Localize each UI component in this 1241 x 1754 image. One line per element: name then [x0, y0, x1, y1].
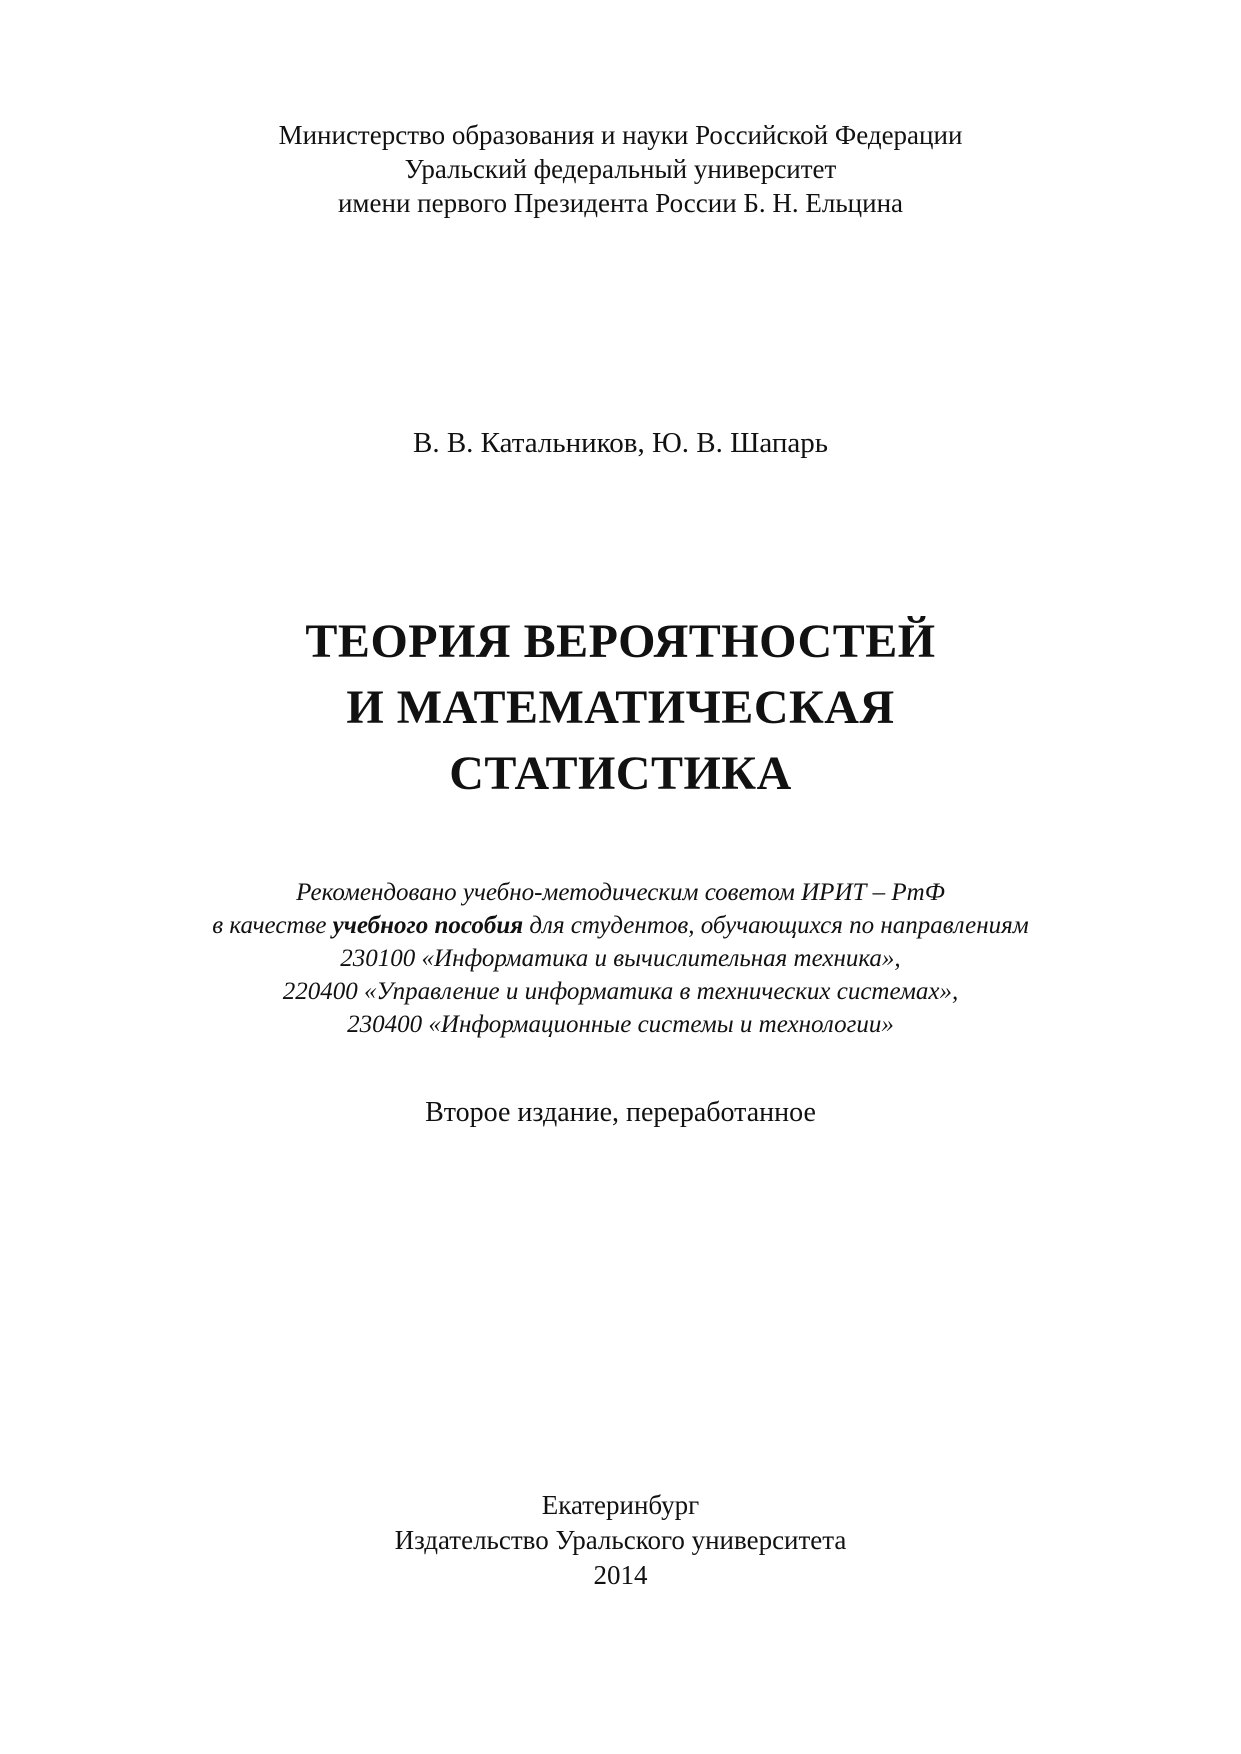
imprint-city: Екатеринбург	[541, 1490, 700, 1520]
recommendation-prefix: в качестве	[212, 912, 333, 939]
title-line-3: СТАТИСТИКА	[449, 747, 792, 800]
imprint-publisher: Издательство Уральского университета	[394, 1525, 847, 1555]
recommendation-line-1: Рекомендовано учебно-методическим советом ИРИТ – РтФ	[296, 879, 945, 906]
imprint	[0, 1488, 1241, 1593]
ministry-header	[0, 118, 1241, 220]
authors: В. В. Катальников, Ю. В. Шапарь	[413, 427, 828, 459]
recommendation-line-5: 230400 «Информационные системы и технологии»	[347, 1011, 894, 1038]
title-line-1: ТЕОРИЯ ВЕРОЯТНОСТЕЙ	[305, 615, 936, 668]
book-title	[0, 609, 1241, 807]
recommendation-suffix: для студентов, обучающихся по направлениям	[523, 912, 1029, 939]
recommendation-line-3: 230100 «Информатика и вычислительная техника»,	[340, 945, 901, 972]
imprint-year: 2014	[593, 1560, 648, 1590]
textbook-emphasis: учебного пособия	[332, 912, 524, 939]
recommendation-line-2	[0, 909, 1241, 942]
title-line-2: И МАТЕМАТИЧЕСКАЯ	[346, 681, 895, 734]
recommendation-note	[0, 876, 1241, 1041]
university-name-line: имени первого Президента России Б. Н. Ельцина	[337, 188, 904, 218]
ministry-line: Министерство образования и науки Российской Федерации	[278, 120, 963, 150]
recommendation-line-4: 220400 «Управление и информатика в технических системах»,	[282, 978, 959, 1005]
edition-note: Второе издание, переработанное	[425, 1097, 816, 1128]
university-line: Уральский федеральный университет	[404, 154, 837, 184]
